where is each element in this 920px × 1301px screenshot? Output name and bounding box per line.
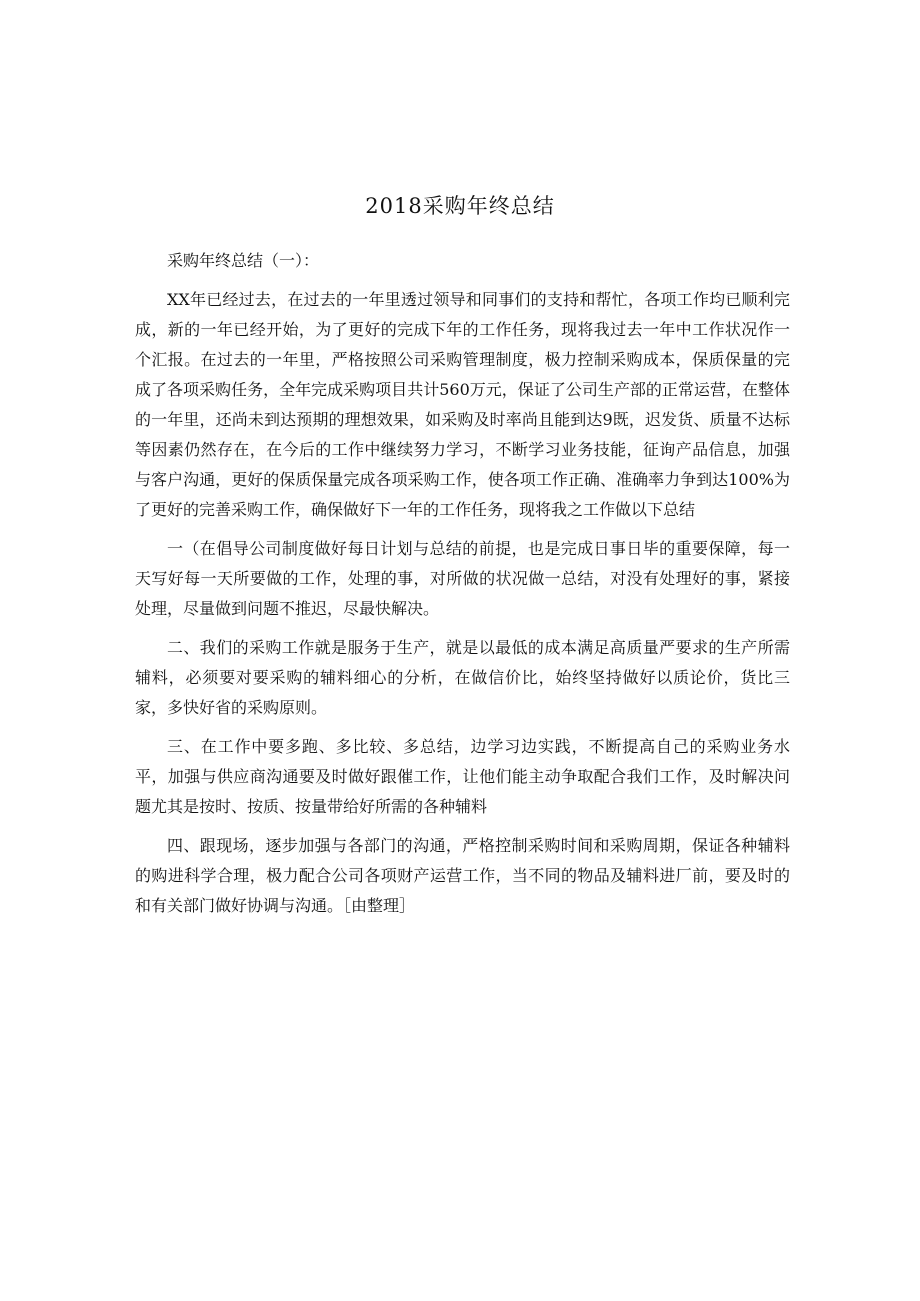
paragraph-point-4: 四、跟现场，逐步加强与各部门的沟通，严格控制采购时间和采购周期，保证各种辅料的购进科学合理，极力配合公司各项财产运营工作，当不同的物品及辅料进厂前，要及时的和有关部门做好协调与沟通。［由整理］ bbox=[135, 836, 790, 915]
paragraph-point-2: 二、我们的采购工作就是服务于生产，就是以最低的成本满足高质量严要求的生产所需辅料，必须要对要采购的辅料细心的分析，在做信价比，始终坚持做好以质论价，货比三家，多快好省的采购原则。 bbox=[135, 638, 790, 717]
document-title: 2018采购年终总结 bbox=[365, 194, 555, 218]
paragraph-point-1: 一（在倡导公司制度做好每日计划与总结的前提，也是完成日事日毕的重要保障，每一天写好每一天所要做的工作，处理的事，对所做的状况做一总结，对没有处理好的事，紧接处理，尽量做到问题不推迟，尽最快解决。 bbox=[135, 539, 790, 618]
paragraph-point-3: 三、在工作中要多跑、多比较、多总结，边学习边实践，不断提高自己的采购业务水平，加强与供应商沟通要及时做好跟催工作，让他们能主动争取配合我们工作，及时解决问题尤其是按时、按质、按量带给好所需的各种辅料 bbox=[135, 737, 790, 816]
section-subtitle: 采购年终总结（一）： bbox=[167, 251, 320, 270]
paragraph-intro: XX年已经过去，在过去的一年里透过领导和同事们的支持和帮忙，各项工作均已顺利完成，新的一年已经开始，为了更好的完成下年的工作任务，现将我过去一年中工作状况作一个汇报。在过去的一年里，严格按照公司采购管理制度，极力控制采购成本，保质保量的完成了各项采购任务，全年完成采购项目共计560万元，保证了公司生产部的正常运营，在整体的一年里，还尚未到达预期的理想效果，如采购及时率尚且能到达9既，迟发货、质量不达标等因素仍然存在，在今后的工作中继续努力学习，不断学习业务技能，征询产品信息，加强与客户沟通，更好的保质保量完成各项采购工作，使各项工作正确、准确率力争到达100%为了更好的完善采购工作，确保做好下一年的工作任务，现将我之工作做以下总结 bbox=[135, 290, 790, 519]
document-body bbox=[135, 246, 790, 921]
